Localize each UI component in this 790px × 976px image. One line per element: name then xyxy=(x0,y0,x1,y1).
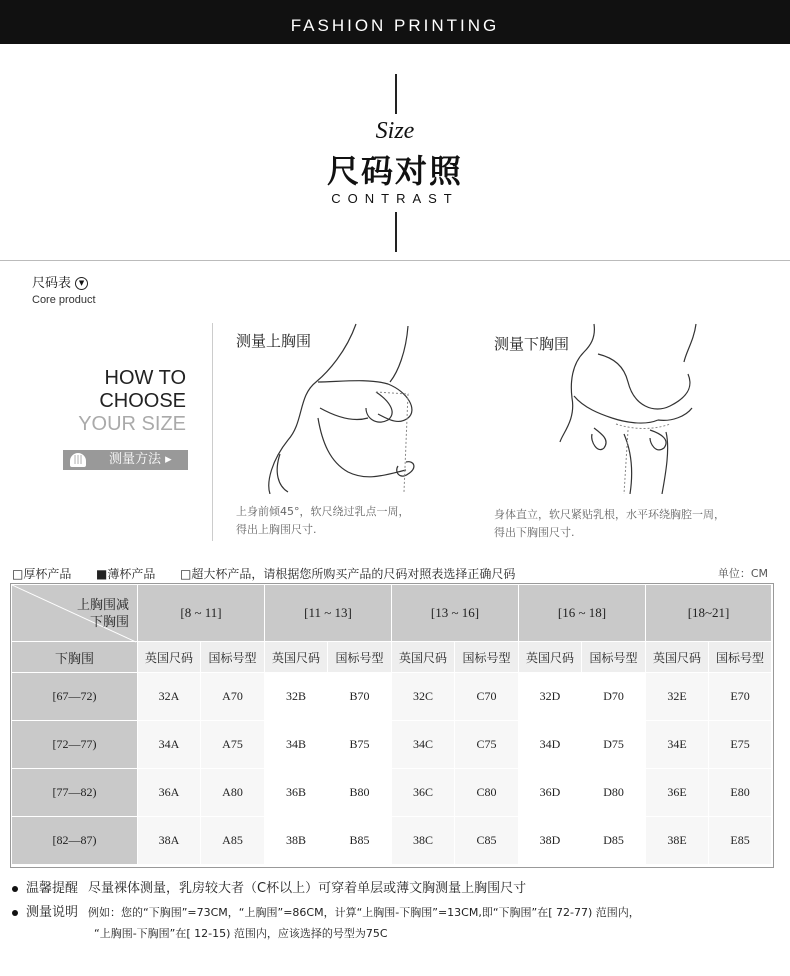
group-header-5: [18~21] xyxy=(646,585,772,642)
section-title xyxy=(32,272,88,291)
measuring-tape-icon: ||| xyxy=(70,453,86,467)
measure-method-label: 测量方法 ▸ xyxy=(109,452,172,467)
sub-header-intl: 国标号型 xyxy=(709,642,772,673)
sub-header-intl: 国标号型 xyxy=(328,642,392,673)
lower-bust-title: 测量下胸围 xyxy=(494,335,570,353)
size-cell: A75 xyxy=(201,721,265,769)
how-line3: YOUR SIZE xyxy=(78,413,186,435)
size-cell: D70 xyxy=(582,673,646,721)
legend-large: □超大杯产品，请根据您所购买产品的尺码对照表选择正确尺码 xyxy=(180,567,516,581)
size-cell: 32C xyxy=(392,673,455,721)
tip-text: 尽量裸体测量，乳房较大者（C杯以上）可穿着单层或薄文胸测量上胸围尺寸 xyxy=(88,881,527,896)
size-cell: A80 xyxy=(201,769,265,817)
size-cell: 32D xyxy=(519,673,582,721)
size-cell: 32E xyxy=(646,673,709,721)
top-banner xyxy=(0,0,790,44)
size-cell: 36D xyxy=(519,769,582,817)
size-cell: B70 xyxy=(328,673,392,721)
section-divider xyxy=(0,260,790,261)
size-cell: E70 xyxy=(709,673,772,721)
sub-header-intl: 国标号型 xyxy=(201,642,265,673)
upper-bust-description: 上身前倾45°，软尺绕过乳点一周， 得出上胸围尺寸. xyxy=(236,505,410,536)
size-cell: 36C xyxy=(392,769,455,817)
section-title-text: 尺码表 xyxy=(32,276,72,291)
sub-header-uk: 英国尺码 xyxy=(138,642,201,673)
size-cell: 34D xyxy=(519,721,582,769)
measure-method-button[interactable] xyxy=(63,450,188,470)
bullet-icon xyxy=(12,886,18,892)
size-script-title: Size xyxy=(375,118,415,144)
size-cell: C70 xyxy=(455,673,519,721)
size-table xyxy=(11,584,772,865)
size-cell: D85 xyxy=(582,817,646,865)
size-cell: B85 xyxy=(328,817,392,865)
table-row xyxy=(12,721,772,769)
table-row xyxy=(12,769,772,817)
row-range: [82—87) xyxy=(12,817,138,865)
size-cell: B80 xyxy=(328,769,392,817)
divider-line-bottom xyxy=(395,212,397,252)
group-header-3: [13 ~ 16] xyxy=(392,585,519,642)
size-cell: 36E xyxy=(646,769,709,817)
table-corner-header xyxy=(12,585,138,642)
size-cell: 32B xyxy=(265,673,328,721)
how-line1: HOW TO xyxy=(104,367,186,389)
size-cell: C75 xyxy=(455,721,519,769)
section-subtitle: Core product xyxy=(32,294,96,306)
how-to-choose xyxy=(78,367,186,436)
size-cell: 38A xyxy=(138,817,201,865)
sub-header-uk: 英国尺码 xyxy=(265,642,328,673)
sub-header-intl: 国标号型 xyxy=(455,642,519,673)
how-line2: CHOOSE xyxy=(99,390,186,412)
legend-thick: □厚杯产品 xyxy=(12,567,72,581)
size-cell: 34A xyxy=(138,721,201,769)
size-cell: 38B xyxy=(265,817,328,865)
size-cell: 34B xyxy=(265,721,328,769)
chevron-down-icon: ▼ xyxy=(75,277,88,290)
size-cell: 38C xyxy=(392,817,455,865)
tip-note xyxy=(12,877,526,896)
row-range: [72—77) xyxy=(12,721,138,769)
lower-bust-figure-illustration xyxy=(554,322,714,494)
size-cell: 32A xyxy=(138,673,201,721)
group-header-4: [16 ~ 18] xyxy=(519,585,646,642)
size-cell: 34C xyxy=(392,721,455,769)
row-range: [77—82) xyxy=(12,769,138,817)
contrast-subtitle: CONTRAST xyxy=(331,191,459,206)
tip-label: 温馨提醒 xyxy=(26,881,79,896)
sub-header-uk: 英国尺码 xyxy=(392,642,455,673)
group-header-2: [11 ~ 13] xyxy=(265,585,392,642)
size-cell: C80 xyxy=(455,769,519,817)
explain-line1: 例如：您的“下胸围”=73CM，“上胸围”=86CM，计算“上胸围-下胸围”=13CM,即“下胸围”在[ 72-77) 范围内， xyxy=(88,906,640,919)
size-cell: E80 xyxy=(709,769,772,817)
size-cell: B75 xyxy=(328,721,392,769)
sub-header-intl: 国标号型 xyxy=(582,642,646,673)
table-row xyxy=(12,817,772,865)
explain-note xyxy=(12,901,640,920)
size-cell: 36B xyxy=(265,769,328,817)
corner-top-label: 上胸围减 下胸围 xyxy=(76,598,129,630)
explain-label: 测量说明 xyxy=(26,905,79,920)
table-row xyxy=(12,673,772,721)
size-cell: 36A xyxy=(138,769,201,817)
upper-bust-figure-illustration xyxy=(258,322,428,494)
legend-thin: ■薄杯产品 xyxy=(96,567,156,581)
size-cell: A85 xyxy=(201,817,265,865)
size-cell: E85 xyxy=(709,817,772,865)
banner-title: FASHION PRINTING xyxy=(290,16,500,35)
row-range: [67—72) xyxy=(12,673,138,721)
size-cell: D75 xyxy=(582,721,646,769)
divider-line-top xyxy=(395,74,397,114)
corner-bottom-label: 下胸围 xyxy=(12,642,138,673)
bullet-icon xyxy=(12,910,18,916)
group-header-1: [8 ~ 11] xyxy=(138,585,265,642)
lower-bust-description: 身体直立，软尺紧贴乳根，水平环绕胸腔一周， 得出下胸围尺寸. xyxy=(494,508,725,539)
size-cell: C85 xyxy=(455,817,519,865)
size-cell: 38D xyxy=(519,817,582,865)
size-cell: 38E xyxy=(646,817,709,865)
size-cell: A70 xyxy=(201,673,265,721)
explain-line2: “上胸围-下胸围”在[ 12-15) 范围内，应该选择的号型为75C xyxy=(94,927,388,940)
size-cell: 34E xyxy=(646,721,709,769)
upper-bust-title: 测量上胸围 xyxy=(236,332,312,350)
size-chinese-title: 尺码对照 xyxy=(326,152,463,190)
size-cell: E75 xyxy=(709,721,772,769)
sub-header-uk: 英国尺码 xyxy=(646,642,709,673)
size-cell: D80 xyxy=(582,769,646,817)
sub-header-uk: 英国尺码 xyxy=(519,642,582,673)
unit-label: 单位：CM xyxy=(717,567,768,580)
vertical-separator xyxy=(212,323,213,541)
